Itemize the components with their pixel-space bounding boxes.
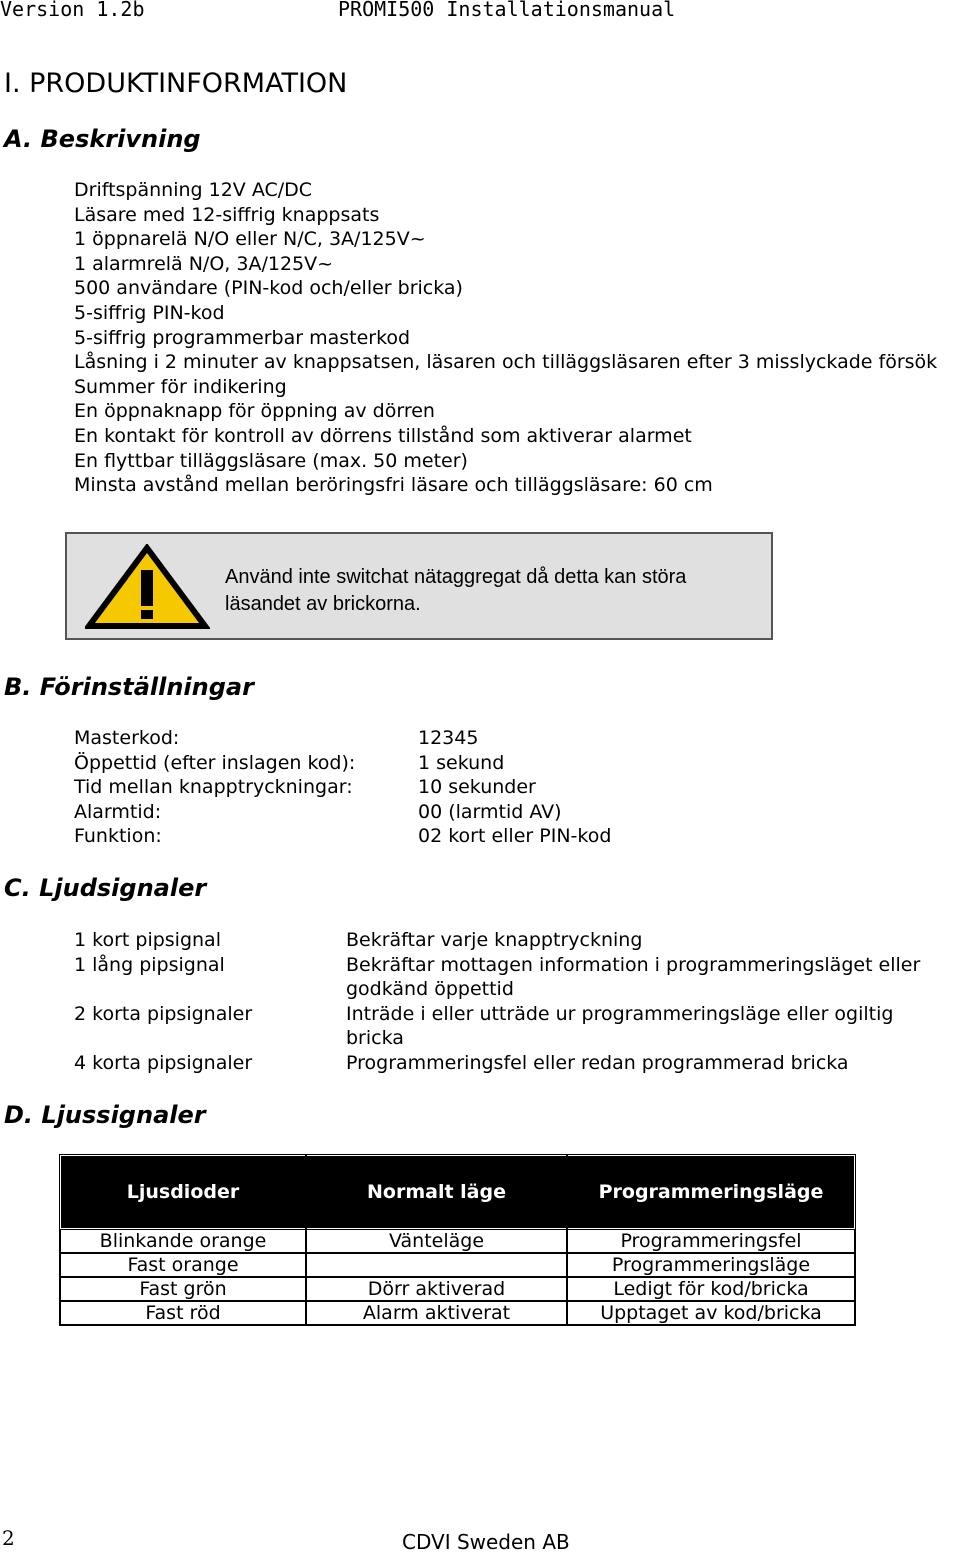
table-cell: Fast orange — [60, 1253, 306, 1277]
preset-label: Öppettid (efter inslagen kod): — [74, 751, 356, 774]
preset-label: Funktion: — [74, 825, 162, 848]
sound-signal-meaning: Inträde i eller utträde ur programmeringsläge eller ogiltig bricka — [346, 1002, 894, 1050]
presets-values — [418, 726, 611, 849]
section-title: I. PRODUKTINFORMATION — [4, 68, 348, 99]
heading-beskrivning: A. Beskrivning — [4, 125, 201, 153]
description-item: 1 öppnarelä N/O eller N/C, 3A/125V~ — [74, 228, 426, 251]
sound-signal-meaning: Bekräftar varje knapptryckning — [346, 929, 643, 951]
description-item: 5-siffrig programmerbar masterkod — [74, 326, 411, 349]
sound-signal-row — [74, 1051, 954, 1076]
heading-ljussignaler: D. Ljussignaler — [4, 1101, 206, 1129]
description-item: Summer för indikering — [74, 375, 287, 398]
sound-signal-name: 1 kort pipsignal — [74, 929, 221, 951]
table-cell: Vänteläge — [306, 1229, 567, 1253]
table-cell: Upptaget av kod/bricka — [567, 1301, 855, 1325]
sound-signal-name: 1 lång pipsignal — [74, 953, 225, 976]
table-cell: Ledigt för kod/bricka — [567, 1277, 855, 1301]
description-item: 500 användare (PIN-kod och/eller bricka) — [74, 277, 463, 300]
sound-signal-meaning: Programmeringsfel eller redan programmerad bricka — [346, 1051, 849, 1074]
heading-ljudsignaler: C. Ljudsignaler — [4, 874, 207, 902]
warning-triangle-icon — [85, 544, 210, 630]
table-cell: Fast grön — [60, 1277, 306, 1301]
heading-forinstallningar: B. Förinställningar — [4, 673, 254, 701]
table-cell: Alarm aktiverat — [306, 1301, 567, 1325]
description-item: Låsning i 2 minuter av knappsatsen, läsaren och tilläggsläsaren efter 3 misslyckade försök — [74, 351, 938, 374]
page-number: 2 — [2, 1526, 15, 1550]
preset-value: 1 sekund — [418, 751, 505, 774]
table-row — [60, 1301, 855, 1325]
table-cell: Blinkande orange — [60, 1229, 306, 1253]
description-item: Läsare med 12-siffrig knappsats — [74, 203, 380, 226]
description-item: Minsta avstånd mellan beröringsfri läsare och tilläggsläsare: 60 cm — [74, 474, 713, 497]
table-header-ljusdioder: Ljusdioder — [60, 1155, 306, 1229]
description-item: En kontakt för kontroll av dörrens tillstånd som aktiverar alarmet — [74, 424, 692, 447]
preset-value: 10 sekunder — [418, 776, 536, 799]
warning-box — [65, 532, 773, 640]
table-cell: Programmeringsläge — [567, 1253, 855, 1277]
sound-signal-row — [74, 928, 954, 953]
sound-signal-row — [74, 1002, 954, 1051]
preset-label: Masterkod: — [74, 727, 180, 749]
header-version: Version 1.2b — [0, 0, 145, 21]
warning-text: Använd inte switchat nätaggregat då detta kan störa läsandet av brickorna. — [225, 566, 687, 615]
description-item: 5-siffrig PIN-kod — [74, 301, 225, 324]
table-header-normalt: Normalt läge — [306, 1155, 567, 1229]
table-cell — [306, 1253, 567, 1277]
description-item: 1 alarmrelä N/O, 3A/125V~ — [74, 252, 334, 275]
table-cell: Fast röd — [60, 1301, 306, 1325]
preset-value: 02 kort eller PIN-kod — [418, 825, 612, 848]
sound-signal-meaning: Bekräftar mottagen information i programmeringsläget eller godkänd öppettid — [346, 953, 921, 1001]
light-signals-table — [59, 1154, 856, 1326]
sound-signal-row — [74, 953, 954, 1002]
header-title: PROMI500 Installationsmanual — [338, 0, 676, 21]
table-cell: Dörr aktiverad — [306, 1277, 567, 1301]
description-item: En öppnaknapp för öppning av dörren — [74, 400, 435, 423]
description-item: En flyttbar tilläggsläsare (max. 50 meter) — [74, 449, 468, 472]
description-list — [74, 178, 954, 498]
preset-label: Alarmtid: — [74, 800, 162, 823]
footer-company: CDVI Sweden AB — [402, 1530, 570, 1554]
preset-label: Tid mellan knapptryckningar: — [74, 776, 353, 799]
table-row — [60, 1277, 855, 1301]
sound-signal-name: 4 korta pipsignaler — [74, 1051, 253, 1074]
preset-value: 00 (larmtid AV) — [418, 800, 562, 823]
table-header-programmering: Programmeringsläge — [567, 1155, 855, 1229]
description-item: Driftspänning 12V AC/DC — [74, 179, 313, 201]
presets-labels — [74, 726, 355, 849]
sound-signal-name: 2 korta pipsignaler — [74, 1002, 253, 1025]
table-row — [60, 1253, 855, 1277]
table-cell: Programmeringsfel — [567, 1229, 855, 1253]
preset-value: 12345 — [418, 727, 479, 749]
sound-signals-list — [74, 928, 954, 1076]
table-row — [60, 1229, 855, 1253]
